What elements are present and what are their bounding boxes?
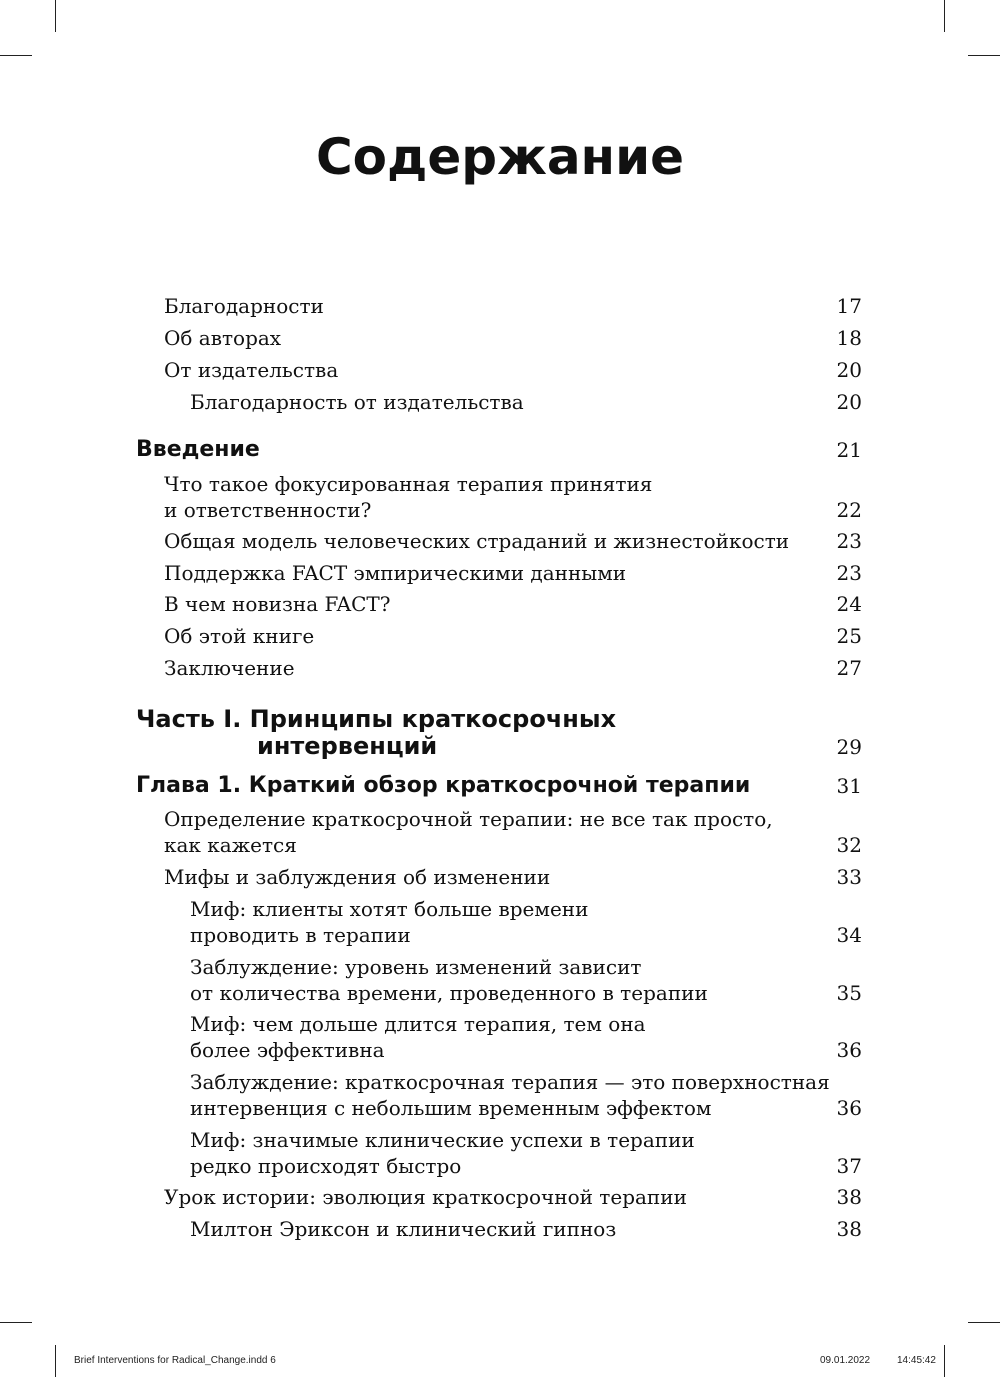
toc-entry-title: Определение краткосрочной терапии: не все так просто, как кажется	[164, 807, 773, 857]
toc-entry-page: 20	[836, 358, 862, 382]
toc-entry-title: Урок истории: эволюция краткосрочной терапии	[164, 1185, 687, 1209]
toc-entry-title: Об авторах	[164, 326, 282, 350]
toc-entry-title: Заблуждение: уровень изменений зависит от количества времени, проведенного в терапии	[190, 955, 708, 1005]
toc-entry-page: 37	[836, 1154, 862, 1178]
toc-entry-title: Заключение	[164, 656, 295, 680]
toc-entry[interactable]	[136, 806, 862, 858]
toc-entry[interactable]	[136, 357, 862, 383]
toc-entry[interactable]	[136, 389, 862, 415]
toc-entry[interactable]	[136, 1069, 862, 1121]
toc-entry-title: Благодарности	[164, 294, 324, 318]
slug-filename: Brief Interventions for Radical_Change.indd 6	[74, 1355, 276, 1366]
toc-entry-title: Поддержка FACT эмпирическими данными	[164, 561, 627, 585]
toc-entry-page: 38	[836, 1185, 862, 1209]
crop-mark	[0, 1322, 32, 1323]
toc-entry[interactable]	[136, 591, 862, 617]
toc-entry[interactable]	[136, 560, 862, 586]
toc-entry-title: От издательства	[164, 358, 339, 382]
toc-entry[interactable]	[136, 1184, 862, 1210]
toc-entry-page: 23	[836, 561, 862, 585]
toc-entry-title: Милтон Эриксон и клинический гипноз	[190, 1217, 617, 1241]
crop-mark	[0, 55, 32, 56]
toc-entry-page: 33	[836, 865, 862, 889]
crop-mark	[55, 0, 56, 32]
toc-entry-page: 31	[836, 774, 862, 798]
toc-entry-title: В чем новизна FACT?	[164, 592, 391, 616]
toc-part[interactable]	[136, 706, 862, 760]
toc-entry-title: Миф: значимые клинические успехи в терапии редко происходят быстро	[190, 1128, 695, 1178]
toc-entry[interactable]	[136, 864, 862, 890]
toc-section-title: Введение	[136, 437, 260, 462]
toc-entry-page: 21	[836, 438, 862, 462]
toc-entry-title: Миф: чем дольше длится терапия, тем она более эффективна	[190, 1012, 646, 1062]
toc-part-title-line2: интервенций	[257, 732, 438, 760]
crop-mark	[968, 55, 1000, 56]
toc-entry-page: 36	[836, 1096, 862, 1120]
toc-entry-page: 22	[836, 498, 862, 522]
toc-entry[interactable]	[136, 528, 862, 554]
toc-entry-page: 17	[836, 294, 862, 318]
toc-entry[interactable]	[136, 623, 862, 649]
crop-mark	[944, 0, 945, 32]
toc-part-title	[136, 706, 616, 760]
toc-entry-page: 25	[836, 624, 862, 648]
toc-entry[interactable]	[136, 471, 862, 523]
toc-entry-page: 32	[836, 833, 862, 857]
slug-time: 14:45:42	[897, 1355, 936, 1366]
toc-entry-page: 36	[836, 1038, 862, 1062]
toc-entry-title: Что такое фокусированная терапия принятия и ответственности?	[164, 472, 653, 522]
slug-date: 09.01.2022	[820, 1355, 871, 1366]
toc-section[interactable]	[136, 437, 862, 463]
toc-entry[interactable]	[136, 325, 862, 351]
crop-mark	[55, 1345, 56, 1377]
toc-part-title-line1: Часть I. Принципы краткосрочных	[136, 705, 617, 733]
toc-entry[interactable]	[136, 1127, 862, 1179]
toc-entry-page: 35	[836, 981, 862, 1005]
toc-entry[interactable]	[136, 293, 862, 319]
crop-mark	[944, 1345, 945, 1377]
toc-entry[interactable]	[136, 1216, 862, 1242]
toc-entry-title: Миф: клиенты хотят больше времени проводить в терапии	[190, 897, 589, 947]
toc-entry-title: Благодарность от издательства	[190, 390, 524, 414]
toc-entry[interactable]	[136, 896, 862, 948]
toc-entry-page: 24	[836, 592, 862, 616]
crop-mark	[968, 1322, 1000, 1323]
page-title: Содержание	[315, 128, 685, 186]
toc-entry-page: 38	[836, 1217, 862, 1241]
toc-entry-page: 27	[836, 656, 862, 680]
toc-entry-page: 34	[836, 923, 862, 947]
toc-entry-title: Заблуждение: краткосрочная терапия — это поверхностная интервенция с небольшим временным эффектом	[190, 1070, 830, 1120]
toc-entry[interactable]	[136, 954, 862, 1006]
toc-entry-page: 23	[836, 529, 862, 553]
toc-entry[interactable]	[136, 1011, 862, 1063]
toc-entry-title: Мифы и заблуждения об изменении	[164, 865, 551, 889]
toc-chapter-title: Глава 1. Краткий обзор краткосрочной терапии	[136, 773, 751, 798]
toc-entry-page: 18	[836, 326, 862, 350]
toc-entry-title: Об этой книге	[164, 624, 315, 648]
toc-entry-title: Общая модель человеческих страданий и жизнестойкости	[164, 529, 790, 553]
toc-chapter[interactable]	[136, 773, 862, 799]
toc-entry-page: 20	[836, 390, 862, 414]
toc-entry[interactable]	[136, 655, 862, 681]
toc-entry-page: 29	[836, 735, 862, 759]
